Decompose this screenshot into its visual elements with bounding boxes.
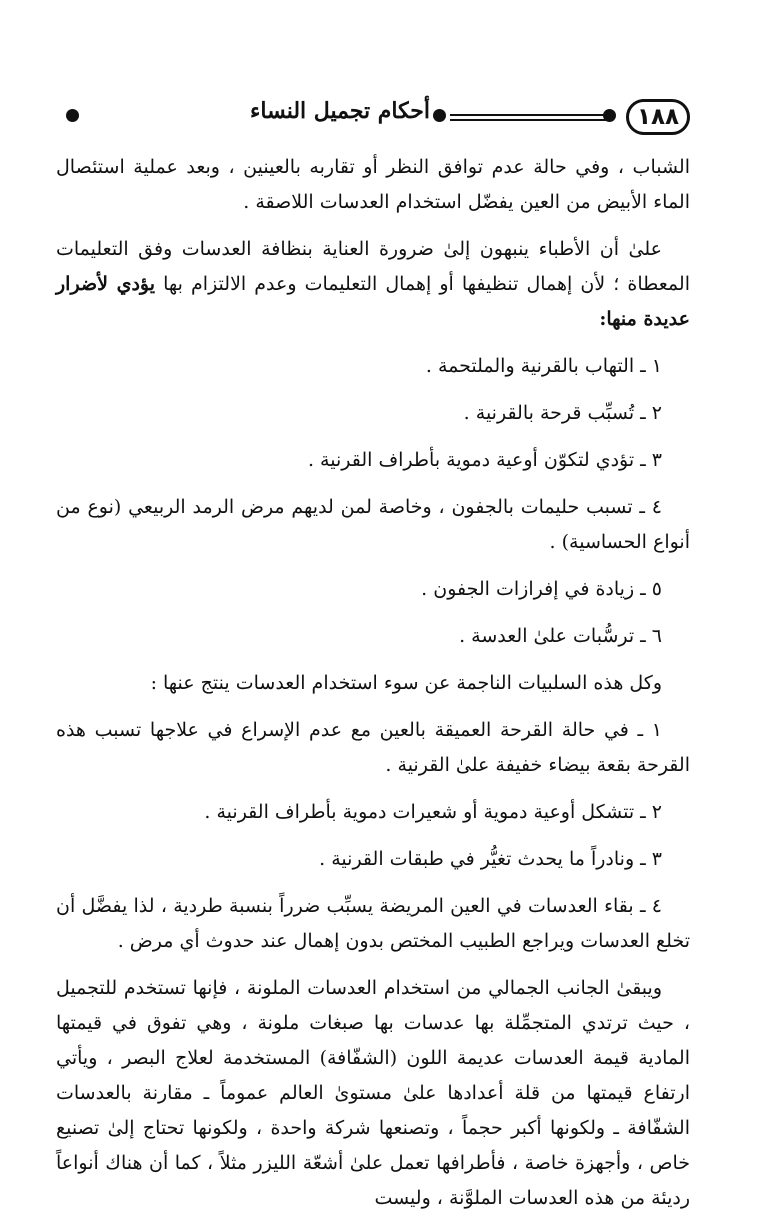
page-number: ١٨٨ <box>626 99 690 135</box>
book-title: أحكام تجميل النساء <box>250 98 430 124</box>
list-item: ١ ـ التهاب بالقرنية والملتحمة . <box>425 355 662 377</box>
paragraph-emphasis: يؤدي لأضرار عديدة منها: <box>56 273 690 330</box>
header-bullet <box>433 109 446 122</box>
list-item: ١ ـ في حالة القرحة العميقة بالعين مع عدم الإسراع في علاجها تسبب هذه القرحة بقعة بيضاء خفيفة علىٰ القرنية . <box>56 719 690 776</box>
paragraph: الشباب ، وفي حالة عدم توافق النظر أو تقاربه بالعينين ، وبعد عملية استئصال الماء الأبيض من العين يفضّل استخدام العدسات اللاصقة . <box>56 156 690 213</box>
list-item: ٥ ـ زيادة في إفرازات الجفون . <box>421 578 662 600</box>
list-item: ٤ ـ تسبب حليمات بالجفون ، وخاصة لمن لديهم مرض الرمد الربيعي (نوع من أنواع الحساسية) . <box>56 496 690 553</box>
list-item: ٣ ـ ونادراً ما يحدث تغيُّر في طبقات القرنية . <box>319 848 662 870</box>
header-bullet <box>66 109 79 122</box>
list-item: ٣ ـ تؤدي لتكوّن أوعية دموية بأطراف القرنية . <box>307 449 662 471</box>
page-body <box>56 150 690 1228</box>
paragraph: وكل هذه السلبيات الناجمة عن سوء استخدام العدسات ينتج عنها : <box>150 672 662 694</box>
list-item: ٢ ـ تتشكل أوعية دموية أو شعيرات دموية بأطراف القرنية . <box>204 801 662 823</box>
paragraph <box>56 232 690 337</box>
paragraph: ويبقىٰ الجانب الجمالي من استخدام العدسات الملونة ، فإنها تستخدم للتجميل ، حيث ترتدي المتجمِّلة بها عدسات بها صبغات ملونة ، وهي تفوق في قيمتها المادية قيمة العدسات عديمة اللون (الشفّافة) المستخدمة لعلاج البصر ، ويأتي ارتفاع قيمتها من قلة أعدادها علىٰ مستوىٰ العالم عموماً ـ مقارنة بالعدسات الشفّافة ـ ولكونها أكبر حجماً ، وتصنعها شركة واحدة ، ولكونها تحتاج إلىٰ تصنيع خاص ، وأجهزة خاصة ، فأطرافها تعمل علىٰ أشعّة الليزر مثلاً ، كما أن هناك أنواعاً رديئة من هذه العدسات الملوَّنة ، وليست <box>56 977 690 1209</box>
list-item: ٦ ـ ترسُّبات علىٰ العدسة . <box>459 625 662 647</box>
list-item: ٤ ـ بقاء العدسات في العين المريضة يسبِّب ضرراً بنسبة طردية ، لذا يفضَّل أن تخلع العدسات ويراجع الطبيب المختص بدون إهمال عند حدوث أي مرض . <box>56 895 690 952</box>
list-item: ٢ ـ تُسبِّب قرحة بالقرنية . <box>463 402 662 424</box>
page-header <box>56 96 690 142</box>
header-rule <box>450 114 610 121</box>
paragraph-text: علىٰ أن الأطباء ينبهون إلىٰ ضرورة العناية بنظافة العدسات وفق التعليمات المعطاة ؛ لأن إهمال تنظيفها أو إهمال التعليمات وعدم الالتزام بها <box>56 238 690 295</box>
